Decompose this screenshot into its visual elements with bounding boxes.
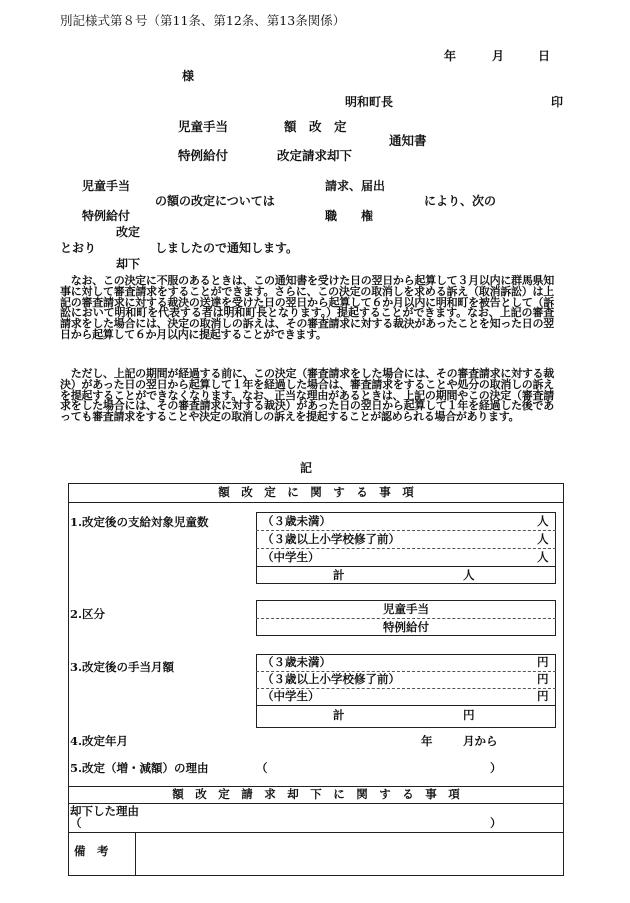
item1-label: 1.改定後の支給対象児童数 [70, 515, 209, 529]
item3-row3-label: （中学生） [262, 689, 320, 703]
date-year: 年 [444, 49, 457, 63]
title-benefit-a: 児童手当 [178, 119, 229, 134]
item2-option-2: 特例給付 [383, 620, 429, 634]
item3-sep-3 [256, 705, 556, 706]
item3-label: 3.改定後の手当月額 [70, 660, 175, 674]
item1-sep-3 [256, 566, 556, 567]
body-line1: の額の改定については [155, 194, 275, 208]
item1-sep-2 [256, 548, 556, 549]
body-result-b: 却下 [116, 257, 141, 271]
remarks-label: 備 考 [74, 844, 109, 858]
remarks-divider [135, 832, 136, 876]
body-benefit-b: 特例給付 [82, 209, 131, 223]
title-suffix: 通知書 [389, 133, 427, 148]
item3-row2-unit: 円 [537, 672, 549, 686]
item1-row3-label: （中学生） [262, 550, 320, 564]
notice-paragraph-2: ただし、上記の期間が経過する前に、この決定（審査請求をした場合には、その審査請求に対する裁決）があった日の翌日から起算して１年を経過した場合は、審査請求をすることや処分の取消しの訴えを提起することができなくなります。なお、正当な理由があるときは、上記の期間やこの決定（審査請求をした場合には、その審査請求に対する裁決）があった日の翌日から起算して１年を経過した後であっても審査請求をすることや決定の取消しの訴えを提起することが認められる場合があります。 [60, 367, 554, 424]
form-label: 別記様式第８号（第11条、第12条、第13条関係） [60, 13, 346, 28]
item3-total-unit: 円 [463, 708, 475, 722]
body-line1-end: により、次の [424, 194, 497, 208]
item5-close-paren: ） [490, 761, 502, 775]
section1-header: 額 改 定 に 関 す る 事 項 [218, 485, 414, 499]
item3-total-label: 計 [333, 708, 345, 722]
title-action-a: 額 改 定 [284, 119, 347, 134]
item3-row1-label: （３歳未満） [262, 655, 331, 669]
body-request-b: 職 権 [325, 209, 374, 223]
item1-row2-label: （３歳以上小学校修了前） [262, 532, 400, 546]
item2-label: 2.区分 [70, 607, 106, 621]
item2-sep [256, 618, 556, 619]
item1-sep-1 [256, 530, 556, 531]
item1-total-label: 計 [333, 568, 345, 582]
title-benefit-b: 特例給付 [178, 148, 229, 163]
item3-row3-unit: 円 [537, 689, 549, 703]
item4-month: 月から [463, 734, 498, 748]
body-lead: とおり [60, 241, 97, 255]
date-day: 日 [538, 49, 551, 63]
section2-header: 額 改 定 請 求 却 下 に 関 す る 事 項 [172, 787, 460, 801]
section2-header-line [68, 803, 564, 804]
issuer-name: 明和町長 [345, 95, 394, 109]
addressee-suffix: 様 [182, 69, 195, 83]
item1-row1-unit: 人 [537, 514, 549, 528]
body-result-a: 改定 [116, 225, 141, 239]
item1-row1-label: （３歳未満） [262, 514, 331, 528]
body-line2: しましたので通知します。 [155, 241, 299, 255]
seal-mark: 印 [551, 95, 564, 109]
date-month: 月 [492, 49, 505, 63]
item4-year: 年 [421, 734, 433, 748]
item5-open-paren: （ [256, 761, 268, 775]
reject-open-paren: （ [70, 816, 82, 830]
item4-label: 4.改定年月 [70, 734, 129, 748]
section1-header-line [68, 502, 564, 503]
reject-bottom-line [68, 832, 564, 833]
item1-row2-unit: 人 [537, 532, 549, 546]
item3-row2-label: （３歳以上小学校修了前） [262, 672, 400, 686]
item1-row3-unit: 人 [537, 550, 549, 564]
item1-total-unit: 人 [463, 568, 475, 582]
body-benefit-a: 児童手当 [82, 179, 131, 193]
item2-option-1: 児童手当 [383, 602, 429, 616]
reject-label: 却下した理由 [70, 804, 139, 818]
title-action-b: 改定請求却下 [277, 148, 353, 163]
reject-close-paren: ） [490, 816, 502, 830]
ki-label: 記 [300, 461, 313, 475]
notice-paragraph-1: なお、この決定に不服のあるときは、この通知書を受けた日の翌日から起算して３月以内に群馬県知事に対して審査請求をすることができます。さらに、この決定の取消しを求める訴え（取消訴訟）は上記の審査請求に対する裁決の送達を受けた日の翌日から起算して６か月以内に明和町を被告として（訴訟において明和町を代表する者は明和町長となります。）提起することができます。なお、上記の審査請求をした場合には、決定の取消しの訴えは、その審査請求に対する裁決があったことを知った日の翌日から起算して６か月以内に提起することができます。 [60, 274, 554, 341]
item5-label: 5.改定（増・減額）の理由 [70, 761, 209, 775]
item3-row1-unit: 円 [537, 655, 549, 669]
body-request-a: 請求、届出 [325, 179, 386, 193]
